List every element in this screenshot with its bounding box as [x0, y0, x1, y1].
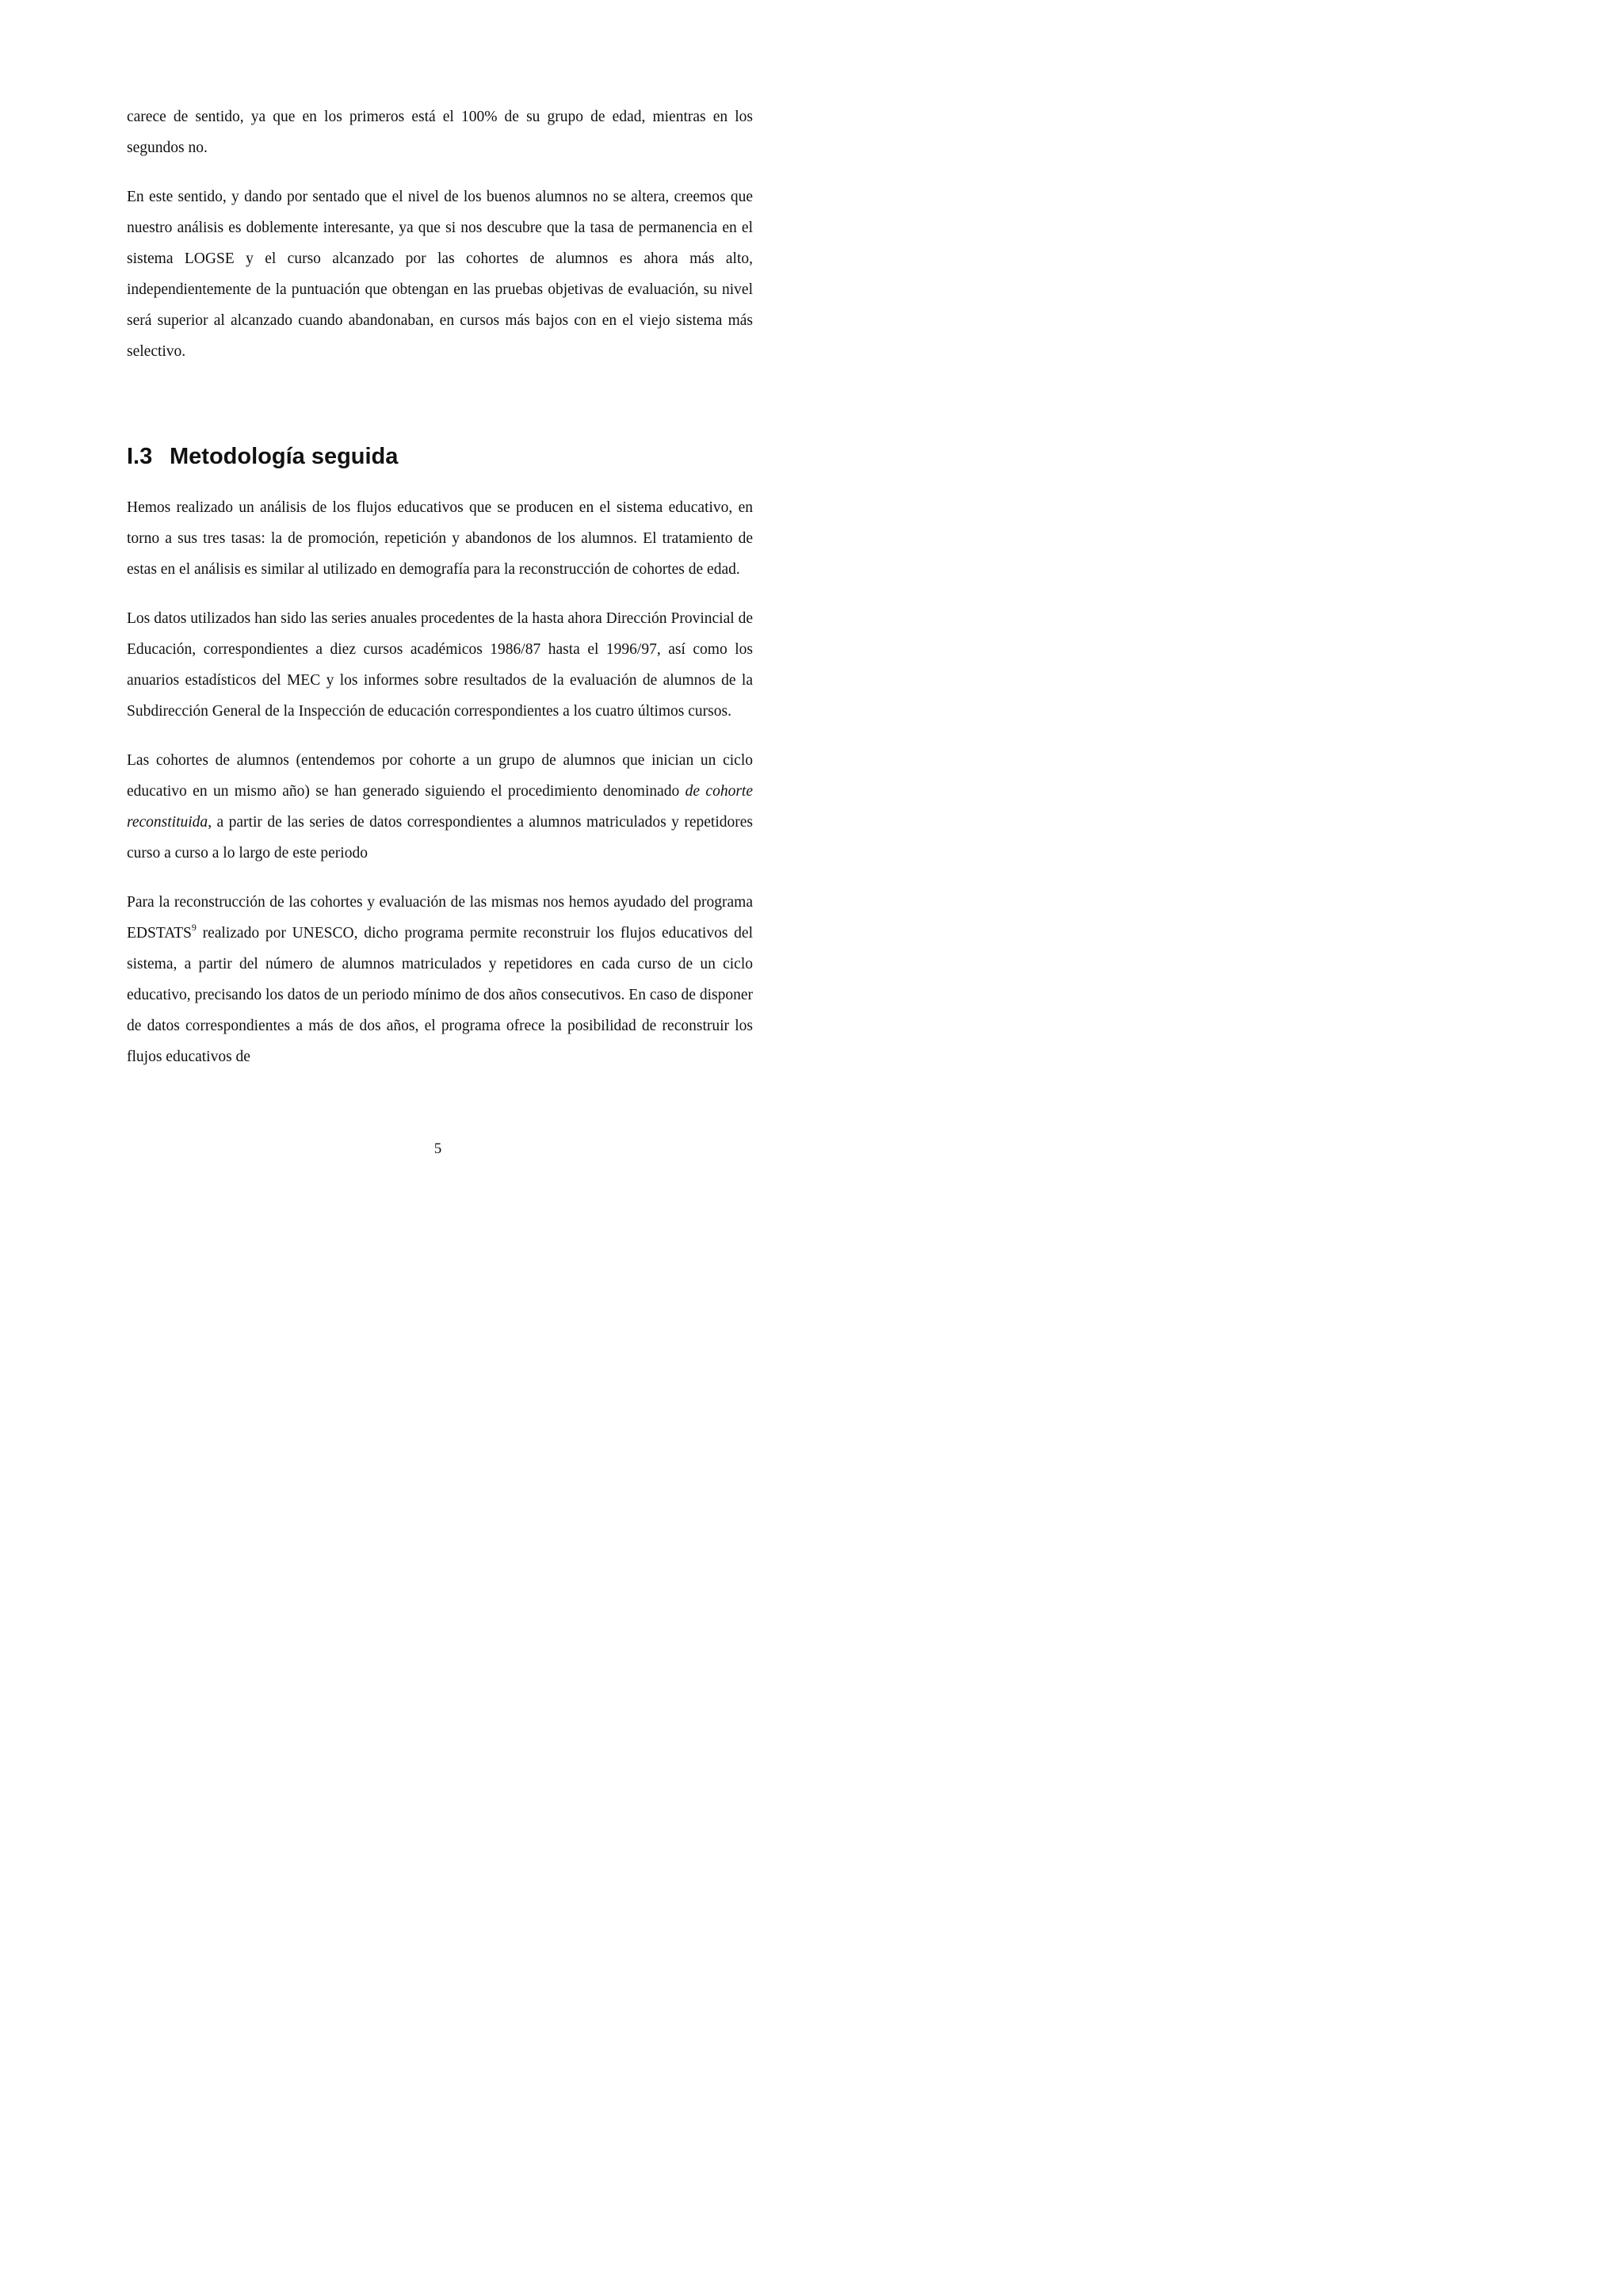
paragraph-3: Hemos realizado un análisis de los flujos educativos que se producen en el sistema educativo, en torno a sus tres tasas: la de promoción, repetición y abandonos de los alumnos. El tratamiento de estas en el análisis es similar al utilizado en demografía para la reconstrucción de cohortes de edad.: [127, 499, 753, 578]
paragraph-2: En este sentido, y dando por sentado que el nivel de los buenos alumnos no se altera, creemos que nuestro análisis es doblemente interesante, ya que si nos descubre que la tasa de permanencia en el sistema LOGSE y el curso alcanzado por las cohortes de alumnos es ahora más alto, independientemente de la puntuación que obtengan en las pruebas objetivas de evaluación, su nivel será superior al alcanzado cuando abandonaban, en cursos más bajos con en el viejo sistema más selectivo.: [127, 189, 753, 360]
paragraph-4: Los datos utilizados han sido las series anuales procedentes de la hasta ahora Dirección Provincial de Educación, correspondientes a diez cursos académicos 1986/87 hasta el 1996/97, así como los anuarios estadísticos del MEC y los informes sobre resultados de la evaluación de alumnos de la Subdirección General de la Inspección de educación correspondientes a los cuatro últimos cursos.: [127, 610, 753, 720]
page-number: 5: [433, 1140, 442, 1157]
section-title: Metodología seguida: [170, 444, 399, 469]
paragraph-5-text-end: , a partir de las series de datos correspondientes a alumnos matriculados y repetidores curso a curso a lo largo de este periodo: [127, 814, 753, 861]
paragraph-5: [127, 745, 753, 869]
paragraph-5-text-start: Las cohortes de alumnos (entendemos por cohorte a un grupo de alumnos que inician un ciclo educativo en un mismo año) se han generado siguiendo el procedimiento denominado: [127, 752, 753, 800]
document-page: [127, 101, 753, 1072]
paragraph-6: [127, 887, 753, 1072]
section-number: I.3: [127, 444, 153, 469]
paragraph-1: carece de sentido, ya que en los primeros está el 100% de su grupo de edad, mientras en los segundos no.: [127, 109, 753, 156]
footnote-reference[interactable]: 9: [191, 922, 197, 933]
paragraph-6-text-end: realizado por UNESCO, dicho programa permite reconstruir los flujos educativos del sistema, a partir del número de alumnos matriculados y repetidores en cada curso de un ciclo educativo, precisando los datos de un periodo mínimo de dos años consecutivos. En caso de disponer de datos correspondientes a más de dos años, el programa ofrece la posibilidad de reconstruir los flujos educativos de: [127, 925, 753, 1065]
paragraph-6-text-start: Para la reconstrucción de las cohortes y evaluación de las mismas nos hemos ayudado del programa EDSTATS: [127, 894, 753, 942]
italic-term: de cohorte reconstituida: [127, 783, 753, 831]
section-heading: [127, 441, 753, 472]
